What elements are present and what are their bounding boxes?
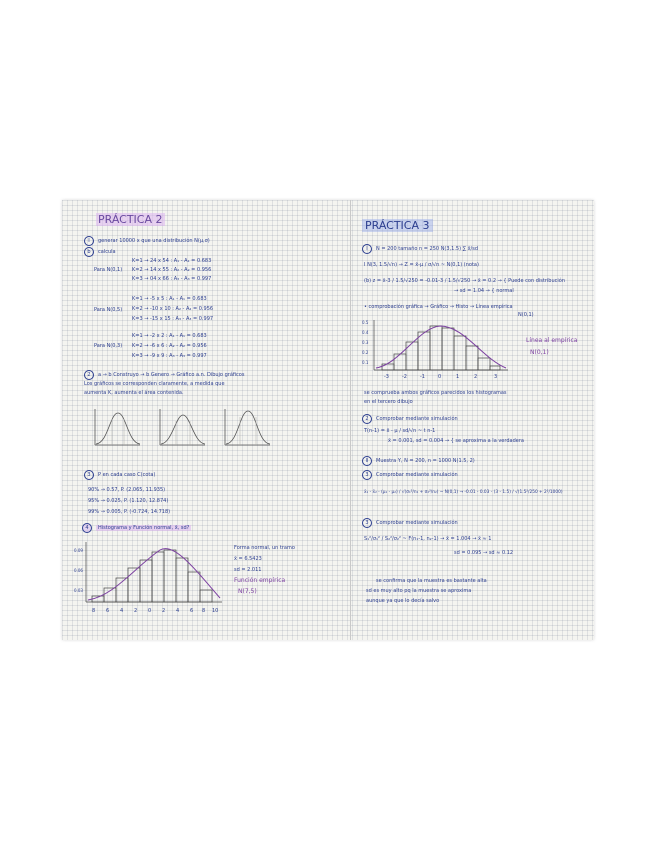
r-section-4-note-3: aunque ya que lo decía salvo: [366, 598, 440, 604]
left-ytick-3: 0.03: [74, 588, 83, 593]
hist-note-5: N(7,5): [238, 588, 257, 595]
r-section-1-note-2: en el tercero dibujo: [364, 399, 413, 405]
notebook-photo: [62, 200, 594, 640]
r-chart-legend-1: Línea al empírica: [526, 337, 578, 344]
r-xtick-2: -2: [402, 374, 407, 380]
n03-line-1: K=1 → -2 x 2 : A₁ - A₁ = 0.683: [132, 333, 207, 339]
r-section-3b-number: 3: [362, 470, 372, 480]
n05-line-1: K=1 → -5 x 5 : A₁ - A₁ = 0.683: [132, 296, 207, 302]
n01-line-1: K=1 → 24 x 54 : A₁ - A₁ = 0.683: [132, 258, 212, 264]
r-xtick-7: 3: [494, 374, 498, 380]
section-1-heading: generar 10000 x que una distribución N(μ,σ): [98, 238, 210, 244]
hist-note-3: sd = 2.011: [234, 567, 262, 573]
r-section-4-heading: Comprobar mediante simulación: [376, 520, 458, 526]
left-xtick-6: 2: [162, 608, 166, 614]
n03-line-3: K=3 → -9 x 9 : A₃ - A₃ = 0.997: [132, 353, 207, 359]
practica-3-title: PRÁCTICA 3: [362, 220, 433, 232]
r-ytick-3: 0.3: [362, 340, 369, 345]
left-ytick-2: 0.06: [74, 568, 83, 573]
r-xtick-3: -1: [420, 374, 425, 380]
section-2-line-2: Los gráficos se corresponden claramente, a medida que: [84, 381, 225, 387]
hist-note-2: x̄ = 6.5423: [234, 556, 262, 562]
right-page: [358, 200, 590, 640]
r-ytick-4: 0.2: [362, 350, 369, 355]
r-section-4-note-1: se confirma que la muestra es bastante alta: [376, 578, 487, 584]
r-ytick-1: 0.5: [362, 320, 369, 325]
r-section-1-note-1: se comprueba ambos gráficos parecidos los histogramas: [364, 390, 507, 396]
r-section-4-number: 3: [362, 518, 372, 528]
section-1b-label: calcula: [98, 249, 116, 255]
r-section-1c: • comprobación gráfica → Gráfico → Histo → Línea empírica: [364, 304, 513, 310]
section-3-number: 3: [84, 470, 94, 480]
left-xtick-4: 2: [134, 608, 138, 614]
right-histogram: [360, 318, 510, 380]
r-section-4-line-2: sd = 0.095 → sd ≈ 0.12: [454, 550, 514, 556]
r-section-1-line: I N(3, 1.5/√n) → Z = x̄-μ / σ/√n ~ N(0,1) (nota): [364, 262, 479, 268]
section-3-heading: P en cada caso C(cota): [98, 472, 156, 478]
r-xtick-6: 2: [474, 374, 478, 380]
section-2-line-1: a → b Construyo → b Genero → Gráfico a.n. Dibujo gráficos: [98, 372, 245, 378]
r-xtick-1: -3: [384, 374, 389, 380]
section-3-line-2: 95% → 0.025, P. (1.120, 12.874): [88, 498, 169, 504]
left-xtick-8: 6: [190, 608, 194, 614]
hist-note-1: Forma normal, un tramo: [234, 545, 295, 551]
r-xtick-5: 1: [456, 374, 460, 380]
section-4-heading: Histograma y Función normal, x̄, sd?: [98, 525, 190, 531]
r-section-4-line-1: S₁²/σ₁² / S₂²/σ₂² ~ F(n₁-1, n₂-1) → x̄ = 1.004 → x̄ ≈ 1: [364, 536, 492, 542]
left-xtick-5: 0: [148, 608, 152, 614]
section-3-line-3: 99% → 0.005, P. (-0.724, 14.718): [88, 509, 171, 515]
practica-2-title: PRÁCTICA 2: [98, 213, 163, 226]
r-section-2-number: 2: [362, 414, 372, 424]
hist-note-4: Función empírica: [234, 577, 286, 584]
left-xtick-9: 8: [202, 608, 206, 614]
left-xtick-1: 8: [92, 608, 96, 614]
n05-label: Para N(0,5): [94, 307, 123, 313]
section-4-number: 4: [82, 523, 92, 533]
left-xtick-7: 4: [176, 608, 180, 614]
section-1b-number: b: [84, 247, 94, 257]
section-1-number: I: [84, 236, 94, 246]
left-ytick-1: 0.09: [74, 548, 83, 553]
n03-label: Para N(0,3): [94, 343, 123, 349]
r-section-4-note-2: sd es muy alto pq la muestra se aproxima: [366, 588, 472, 594]
r-section-1b: (b) z = x̄-3 / 1.5/√250 = -0.01-3 / 1.5/√250 → x̄ = 0.2 → { Puede con distribución: [364, 278, 565, 284]
r-section-2-heading: Comprobar mediante simulación: [376, 416, 458, 422]
n01-line-2: K=2 → 14 x 55 : A₂ - A₂ = 0.956: [132, 267, 212, 273]
n05-line-3: K=3 → -15 x 15 : A₃ - A₃ = 0.997: [132, 316, 214, 322]
left-xtick-3: 4: [120, 608, 124, 614]
n05-line-2: K=2 → -10 x 10 : A₂ - A₂ = 0.956: [132, 306, 214, 312]
r-section-2-detail: x̄ = 0.001, sd = 0.004 → { se aproxima a la verdadera: [388, 438, 524, 444]
r-xtick-4: 0: [438, 374, 442, 380]
n01-line-3: K=3 → 04 x 66 : A₃ - A₃ = 0.997: [132, 276, 212, 282]
r-ytick-2: 0.4: [362, 330, 369, 335]
r-section-3b-heading: Comprobar mediante simulación: [376, 472, 458, 478]
r-section-1-heading: N = 200 tamaño n = 250 N(3,1.5) ∑ x̄/sd: [376, 246, 479, 252]
left-xtick-10: 10: [212, 608, 219, 614]
notebook-spine: [350, 200, 351, 640]
r-section-1b-2: → sd = 1.04 → { normal: [454, 288, 514, 294]
left-xtick-2: 6: [106, 608, 110, 614]
left-page: [74, 200, 319, 640]
n03-line-2: K=2 → -6 x 6 : A₂ - A₂ = 0.956: [132, 343, 207, 349]
r-section-3-heading: Muestra Y, N = 200, n = 1000 N(1.5, 2): [376, 458, 475, 464]
r-section-1c-2: N(0,1): [518, 312, 534, 318]
r-ytick-5: 0.1: [362, 360, 369, 365]
bell-sketches: [90, 405, 290, 455]
section-2-line-3: aumenta K, aumenta el área contenida.: [84, 390, 184, 396]
n01-label: Para N(0,1): [94, 267, 123, 273]
left-histogram: [74, 538, 224, 618]
section-3-line-1: 90% → 0.57, P. (2.065, 11.935): [88, 487, 166, 493]
r-section-3b-formula: x̄₁ - x̄₂ - (μ₁ - μ₂) / √(σ₁²/n₁ + σ₂²/n₂) ~ N(0,1) → -0.01 - 0.03 - (3 - 1.5) / √(1.5²/250 + 2²/1000): [364, 490, 563, 495]
r-section-1-number: I: [362, 244, 372, 254]
r-section-2-line: T(n-1) = x̄ - μ / sd/√n ~ t n-1: [364, 428, 436, 434]
r-section-3-number: II: [362, 456, 372, 466]
r-chart-legend-2: N(0,1): [530, 349, 549, 356]
section-2-number: 2: [84, 370, 94, 380]
